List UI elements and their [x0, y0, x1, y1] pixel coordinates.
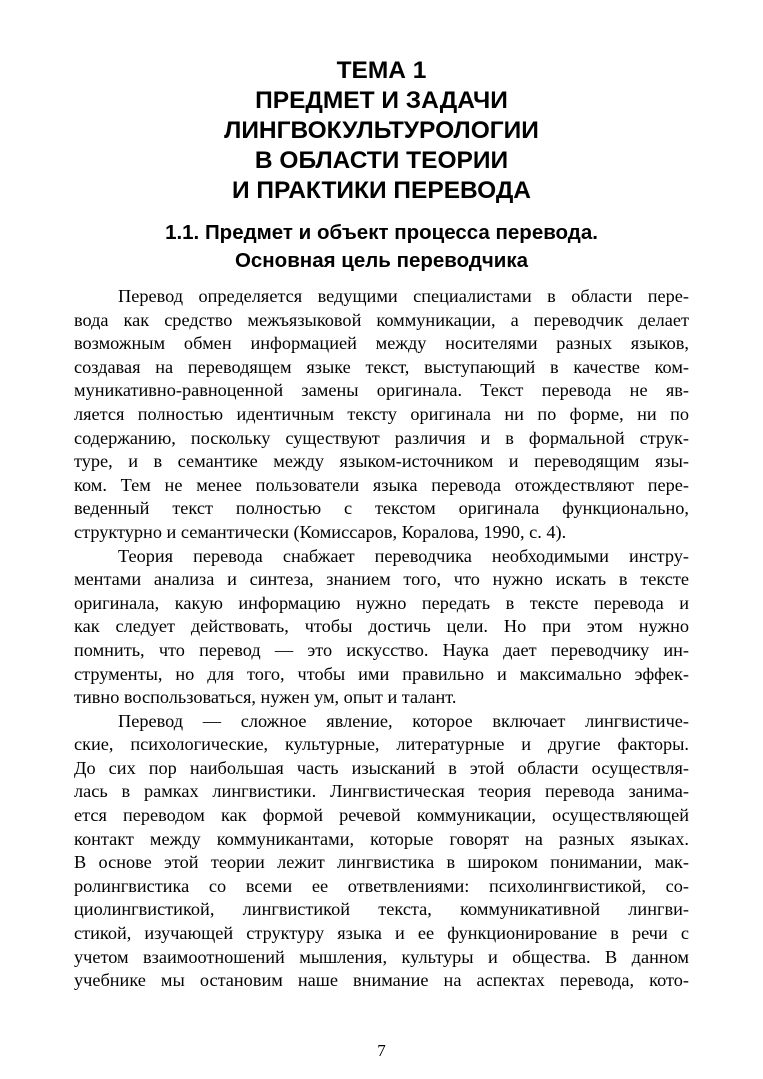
text-line: ется переводом как формой речевой коммуникации, осуществляющей	[74, 805, 689, 826]
text-line: возможным обмен информацией между носителями разных языков,	[74, 333, 689, 354]
text-line: учебнике мы остановим наше внимание на аспектах перевода, кото-	[74, 970, 689, 991]
text-line: Перевод определяется ведущими специалистами в области пере-	[118, 286, 689, 306]
paragraph	[74, 710, 689, 993]
section-title	[0, 219, 763, 275]
text-line: ляется полностью идентичным тексту оригинала ни по форме, ни по	[74, 403, 689, 424]
text-line: вода как средство межъязыковой коммуникации, а переводчик делает	[74, 309, 689, 330]
text-line: Перевод — сложное явление, которое включает лингвистиче-	[118, 710, 689, 731]
section-title-line: Основная цель переводчика	[234, 249, 529, 272]
text-line: контакт между коммуникантами, которые говорят на разных языках.	[74, 828, 689, 849]
text-line: содержанию, поскольку существуют различия и в формальной струк-	[74, 427, 689, 448]
chapter-title-line: ТЕМА 1	[336, 57, 427, 84]
text-line: В основе этой теории лежит лингвистика в широком понимании, мак-	[74, 852, 689, 873]
chapter-title-line: В ОБЛАСТИ ТЕОРИИ	[254, 147, 509, 174]
text-line: ментами анализа и синтеза, знанием того, что нужно искать в тексте	[74, 569, 689, 590]
page-number: 7	[377, 1041, 386, 1060]
text-line: До сих пор наибольшая часть изысканий в этой области осуществля-	[74, 757, 689, 778]
text-line: учетом взаимоотношений мышления, культуры и общества. В данном	[74, 946, 689, 967]
text-line: ком. Тем не менее пользователи языка перевода отождествляют пере-	[74, 474, 689, 495]
chapter-title-line: И ПРАКТИКИ ПЕРЕВОДА	[231, 177, 531, 204]
text-line: как следует действовать, чтобы достичь цели. Но при этом нужно	[74, 616, 689, 637]
text-line: оригинала, какую информацию нужно передать в тексте перевода и	[74, 592, 689, 613]
section-title-line: 1.1. Предмет и объект процесса перевода.	[165, 221, 598, 244]
chapter-title	[0, 56, 763, 206]
text-line: веденный текст полностью с текстом оригинала функционально,	[74, 498, 689, 519]
text-line: Теория перевода снабжает переводчика необходимыми инстру-	[118, 545, 689, 566]
text-line: помнить, что перевод — это искусство. Наука дает переводчику ин-	[74, 639, 689, 660]
text-line: ролингвистика со всеми ее ответвлениями: психолингвистикой, со-	[74, 875, 689, 896]
chapter-title-line: ПРЕДМЕТ И ЗАДАЧИ	[255, 87, 508, 114]
body-text	[74, 285, 689, 993]
text-line: структурно и семантически (Комиссаров, Коралова, 1990, с. 4).	[74, 521, 567, 542]
text-line: струменты, но для того, чтобы ими правильно и максимально эффек-	[74, 663, 689, 684]
paragraph	[74, 545, 689, 710]
chapter-title-line: ЛИНГВОКУЛЬТУРОЛОГИИ	[224, 117, 539, 144]
paragraph	[74, 285, 689, 545]
text-line: тивно воспользоваться, нужен ум, опыт и талант.	[74, 687, 457, 708]
text-line: ские, психологические, культурные, литературные и другие факторы.	[74, 734, 689, 755]
text-line: стикой, изучающей структуру языка и ее функционирование в речи с	[74, 923, 689, 944]
text-line: циолингвистикой, лингвистикой текста, коммуникативной лингви-	[74, 899, 689, 920]
text-line: туре, и в семантике между языком-источником и переводящим язы-	[74, 451, 689, 472]
text-line: лась в рамках лингвистики. Лингвистическая теория перевода занима-	[74, 781, 689, 802]
text-line: создавая на переводящем языке текст, выступающий в качестве ком-	[74, 356, 689, 377]
text-line: муникативно-равноценной замены оригинала. Текст перевода не яв-	[74, 380, 689, 401]
